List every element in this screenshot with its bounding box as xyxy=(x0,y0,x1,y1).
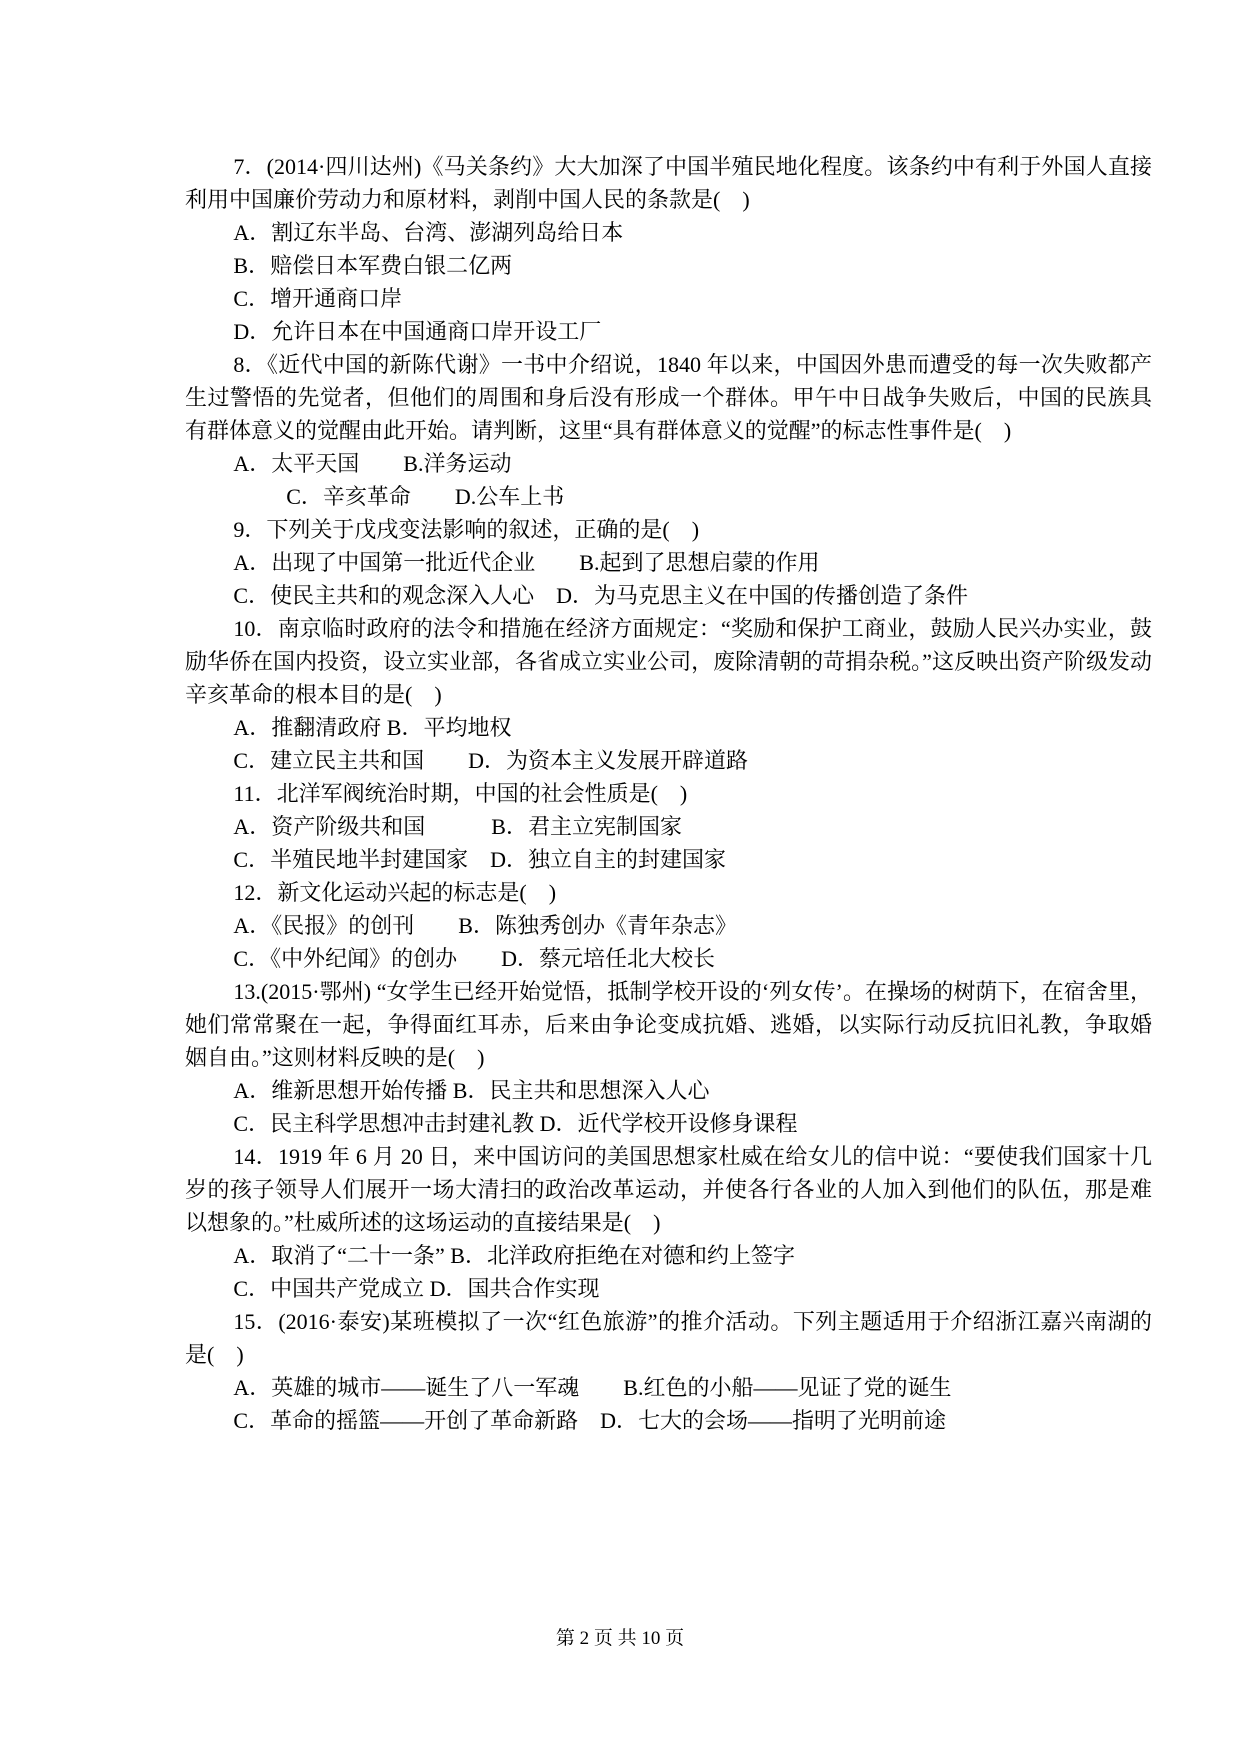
option-line: D．允许日本在中国通商口岸开设工厂 xyxy=(233,319,602,344)
option-line: C．革命的摇篮——开创了革命新路 D．七大的会场——指明了光明前途 xyxy=(233,1408,946,1433)
option-line: C．使民主共和的观念深入人心 D．为马克思主义在中国的传播创造了条件 xyxy=(233,583,968,608)
option-line: C．半殖民地半封建国家 D．独立自主的封建国家 xyxy=(233,847,726,872)
option-line: A．资产阶级共和国 B．君主立宪制国家 xyxy=(233,814,682,839)
option-line: C．《中外纪闻》的创办 D．蔡元培任北大校长 xyxy=(233,946,715,971)
option-line: A．太平天国 B.洋务运动 xyxy=(233,451,512,476)
question-stem: 10．南京临时政府的法令和措施在经济方面规定：“奖励和保护工商业，鼓励人民兴办实业，鼓励华侨在国内投资，设立实业部，各省成立实业公司，废除清朝的苛捐杂税。”这反映出资产阶级发动辛亥革命的根本目的是( ) xyxy=(185,616,1152,707)
option-line: A．维新思想开始传播 B．民主共和思想深入人心 xyxy=(233,1078,710,1103)
question-stem: 9．下列关于戊戌变法影响的叙述，正确的是( ) xyxy=(233,517,700,542)
option-line: A．出现了中国第一批近代企业 B.起到了思想启蒙的作用 xyxy=(233,550,820,575)
question-stem: 15．(2016·泰安)某班模拟了一次“红色旅游”的推介活动。下列主题适用于介绍浙江嘉兴南湖的是( ) xyxy=(185,1309,1152,1367)
question-stem: 7．(2014·四川达州)《马关条约》大大加深了中国半殖民地化程度。该条约中有利于外国人直接利用中国廉价劳动力和原材料，剥削中国人民的条款是( ) xyxy=(185,154,1152,212)
option-line: C．辛亥革命 D.公车上书 xyxy=(286,484,565,509)
option-line: B．赔偿日本军费白银二亿两 xyxy=(233,253,513,278)
option-line: A．推翻清政府 B．平均地权 xyxy=(233,715,512,740)
question-stem: 11．北洋军阀统治时期，中国的社会性质是( ) xyxy=(233,781,688,806)
option-line: C．建立民主共和国 D．为资本主义发展开辟道路 xyxy=(233,748,748,773)
option-line: C．中国共产党成立 D．国共合作实现 xyxy=(233,1276,600,1301)
question-stem: 14．1919 年 6 月 20 日，来中国访问的美国思想家杜威在给女儿的信中说：“要使我们国家十几岁的孩子领导人们展开一场大清扫的政治改革运动，并使各行各业的人加入到他们的队伍，那是难以想象的。”杜威所述的这场运动的直接结果是( ) xyxy=(185,1144,1152,1235)
option-line: A．取消了“二十一条” B．北洋政府拒绝在对德和约上签字 xyxy=(233,1243,795,1268)
option-line: A．割辽东半岛、台湾、澎湖列岛给日本 xyxy=(233,220,624,245)
question-stem: 13.(2015·鄂州) “女学生已经开始觉悟，抵制学校开设的‘列女传’。在操场的树荫下，在宿舍里，她们常常聚在一起，争得面红耳赤，后来由争论变成抗婚、逃婚，以实际行动反抗旧礼教，争取婚姻自由。”这则材料反映的是( ) xyxy=(185,979,1152,1070)
option-line: C．民主科学思想冲击封建礼教 D．近代学校开设修身课程 xyxy=(233,1111,798,1136)
option-line: A．英雄的城市——诞生了八一军魂 B.红色的小船——见证了党的诞生 xyxy=(233,1375,952,1400)
option-line: C．增开通商口岸 xyxy=(233,286,403,311)
question-stem: 12．新文化运动兴起的标志是( ) xyxy=(233,880,557,905)
exam-body xyxy=(185,150,1152,1437)
question-stem: 8．《近代中国的新陈代谢》一书中介绍说，1840 年以来，中国因外患而遭受的每一次失败都产生过警悟的先觉者，但他们的周围和身后没有形成一个群体。甲午中日战争失败后，中国的民族具有群体意义的觉醒由此开始。请判断，这里“具有群体意义的觉醒”的标志性事件是( ) xyxy=(185,352,1152,443)
option-line: A．《民报》的创刊 B．陈独秀创办《青年杂志》 xyxy=(233,913,737,938)
page-number-footer: 第 2 页 共 10 页 xyxy=(555,1628,685,1649)
